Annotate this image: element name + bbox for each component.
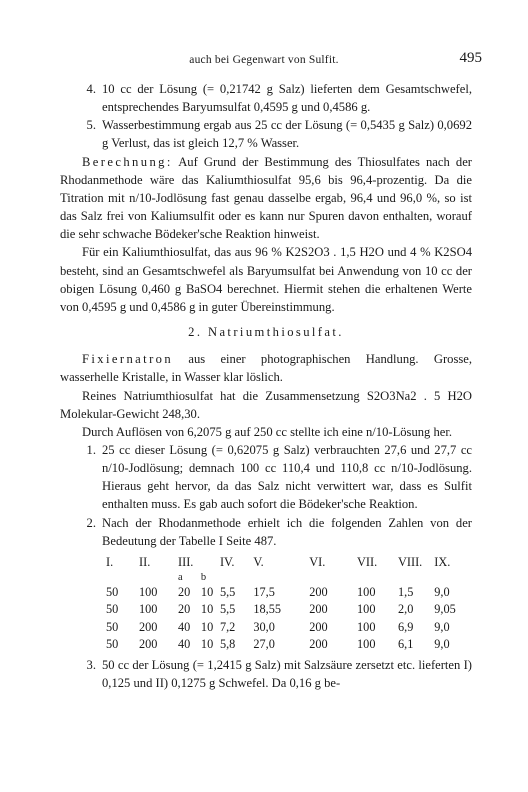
item-text: Nach der Rhodanmethode erhielt ich die folgenden Zahlen von der Bedeutung der Tabelle I Seite 487. xyxy=(102,515,472,548)
table-subheader-cell xyxy=(398,572,434,584)
table-row xyxy=(106,601,472,619)
table-cell: 100 xyxy=(139,584,158,599)
table-cell: 10 xyxy=(200,637,214,652)
reines-paragraph: Reines Natriumthiosulfat hat die Zusammensetzung S2O3Na2 . 5 H2O Molekular-Gewicht 248,30. xyxy=(60,388,472,421)
table-subheader-cell xyxy=(434,572,472,584)
table-cell: 20 xyxy=(178,584,191,599)
table-header-cell xyxy=(201,554,220,572)
table-subheader-cell xyxy=(139,572,178,584)
item-text: Wasserbestimmung ergab aus 25 cc der Lösung (= 0,5435 g Salz) 0,0692 g Verlust, das ist gleich 12,7 % Wasser. xyxy=(102,118,472,151)
table-cell: 5,5 xyxy=(219,602,236,617)
table-subheader-cell xyxy=(357,572,398,584)
fixiernatron-paragraph xyxy=(60,350,472,386)
list-item xyxy=(60,116,472,152)
table-cell: 6,1 xyxy=(398,637,414,652)
list-item xyxy=(60,656,472,692)
table-cell: 9,0 xyxy=(434,619,450,634)
table-header-cell: VII. xyxy=(357,554,378,569)
item-text: 10 cc der Lösung (= 0,21742 g Salz) lieferten dem Gesamtschwefel, entsprechendes Baryumsulfat 0,4595 g und 0,4586 g. xyxy=(102,82,472,115)
table-cell: 200 xyxy=(309,584,328,599)
table-header-cell: III. xyxy=(178,554,194,569)
table-cell: 50 xyxy=(106,637,119,652)
page-number: 495 xyxy=(459,50,482,66)
table-cell: 100 xyxy=(357,584,376,599)
table-cell: 200 xyxy=(139,637,158,652)
table-header-cell: VI. xyxy=(309,554,326,569)
table-cell: 10 xyxy=(200,584,214,599)
table-cell: 40 xyxy=(178,637,191,652)
item-number: 2. xyxy=(86,515,96,530)
table-cell: 50 xyxy=(106,619,119,634)
item-text: 50 cc der Lösung (= 1,2415 g Salz) mit Salzsäure zersetzt etc. lieferten I) 0,125 und II) 0,1275 g Schwefel. Da 0,16 g be- xyxy=(102,657,472,691)
list-item xyxy=(60,80,472,116)
table-subheader-cell xyxy=(253,572,309,584)
table-cell: 17,5 xyxy=(253,584,275,599)
table-cell: 7,2 xyxy=(219,619,236,634)
table-cell: 100 xyxy=(357,619,376,634)
table-cell: 200 xyxy=(309,619,328,634)
table-cell: 27,0 xyxy=(253,637,275,652)
table-header-row xyxy=(106,554,472,572)
table-cell: 100 xyxy=(139,602,158,617)
table-cell: 5,8 xyxy=(219,637,236,652)
table-subheader-cell xyxy=(309,572,357,584)
table-cell: 40 xyxy=(178,619,191,634)
table-header-cell: I. xyxy=(106,554,114,569)
table-subheader-cell: b xyxy=(200,571,207,583)
item-number: 1. xyxy=(86,442,96,457)
table-header-cell: IX. xyxy=(434,554,451,569)
item-number: 3. xyxy=(86,657,96,672)
berechnung-label: Berechnung: xyxy=(82,154,173,169)
table-cell: 200 xyxy=(309,637,328,652)
table-cell: 50 xyxy=(106,602,119,617)
table-cell: 2,0 xyxy=(398,602,414,617)
aufloesen-paragraph: Durch Auflösen von 6,2075 g auf 250 cc stellte ich eine n/10-Lösung her. xyxy=(82,424,453,439)
table-row xyxy=(106,619,472,637)
table-row xyxy=(106,636,472,654)
table-cell: 10 xyxy=(200,602,214,617)
page-body xyxy=(60,80,472,692)
table-subheader-cell xyxy=(106,572,139,584)
list-item xyxy=(60,441,472,514)
table-cell: 5,5 xyxy=(219,584,236,599)
table-cell: 9,0 xyxy=(434,584,450,599)
table-cell: 100 xyxy=(357,637,376,652)
table-header-cell: IV. xyxy=(219,554,235,569)
table-subheader-cell xyxy=(220,572,253,584)
item-number: 4. xyxy=(86,82,96,96)
table-subheader-cell: a xyxy=(178,571,183,583)
fixiernatron-text: aus einer photographischen Handlung. Grosse, wasserhelle Kristalle, in Wasser klar löslich. xyxy=(60,352,473,385)
table-cell: 6,9 xyxy=(398,619,414,634)
table-cell: 10 xyxy=(200,619,214,634)
berechnung-text: Auf Grund der Bestimmung des Thiosulfates nach der Rhodanmethode wäre das Kaliumthiosulfat 95,6 bis 96,4-prozentig. Da die Titration mit n/10-Jodlösung fast genau dasselbe ergab, 96,4 und 96,0 %, so ist das Salz frei von Kaliumsulfit oder es kann nur Spuren davon enthalten, worauf die sehr schwache Bödeker'sche Reaktion hinweist. xyxy=(60,154,472,242)
kaliumthiosulfat-paragraph: Für ein Kaliumthiosulfat, das aus 96 % K2S2O3 . 1,5 H2O und 4 % K2SO4 besteht, sind an Gesamtschwefel als Baryumsulfat bei Anwendung von 10 cc der obigen Lösung 0,460 g BaSO4 berechnet. Hiermit stehen die erhaltenen Werte von 0,4595 g und 0,4586 g in guter Übereinstimmung. xyxy=(60,245,472,314)
table-cell: 20 xyxy=(178,602,191,617)
running-title: auch bei Gegenwart von Sulfit. xyxy=(189,54,339,66)
section-title: 2. Natriumthiosulfat. xyxy=(188,325,344,340)
table-row xyxy=(106,584,472,602)
table-cell: 200 xyxy=(139,619,158,634)
table-cell: 9,0 xyxy=(434,637,450,652)
rhodan-data-table xyxy=(106,554,472,654)
berechnung-paragraph xyxy=(60,153,472,244)
table-cell: 100 xyxy=(357,602,376,617)
table-cell: 200 xyxy=(309,602,328,617)
table-cell: 1,5 xyxy=(398,584,414,599)
table-cell: 18,55 xyxy=(253,602,281,617)
list-item xyxy=(60,514,472,550)
table-cell: 50 xyxy=(106,584,119,599)
table-cell: 9,05 xyxy=(434,602,456,617)
table-subheader-row xyxy=(106,572,472,584)
table-cell: 30,0 xyxy=(253,619,275,634)
table-header-cell: V. xyxy=(253,554,264,569)
item-text: 25 cc dieser Lösung (= 0,62075 g Salz) verbrauchten 27,6 und 27,7 cc n/10-Jodlösung; demnach 100 cc 110,4 und 110,8 cc n/10-Jodlösung. Hieraus geht hervor, da das Salz nicht verwittert war, dass es Sulfit enthalten muss. Es gab auch sofort die Bödeker'sche Reaktion. xyxy=(102,442,472,512)
table-header-cell: VIII. xyxy=(398,554,423,569)
fixiernatron-label: Fixiernatron xyxy=(82,352,174,367)
table-header-cell: II. xyxy=(139,554,151,569)
item-number: 5. xyxy=(86,118,96,133)
